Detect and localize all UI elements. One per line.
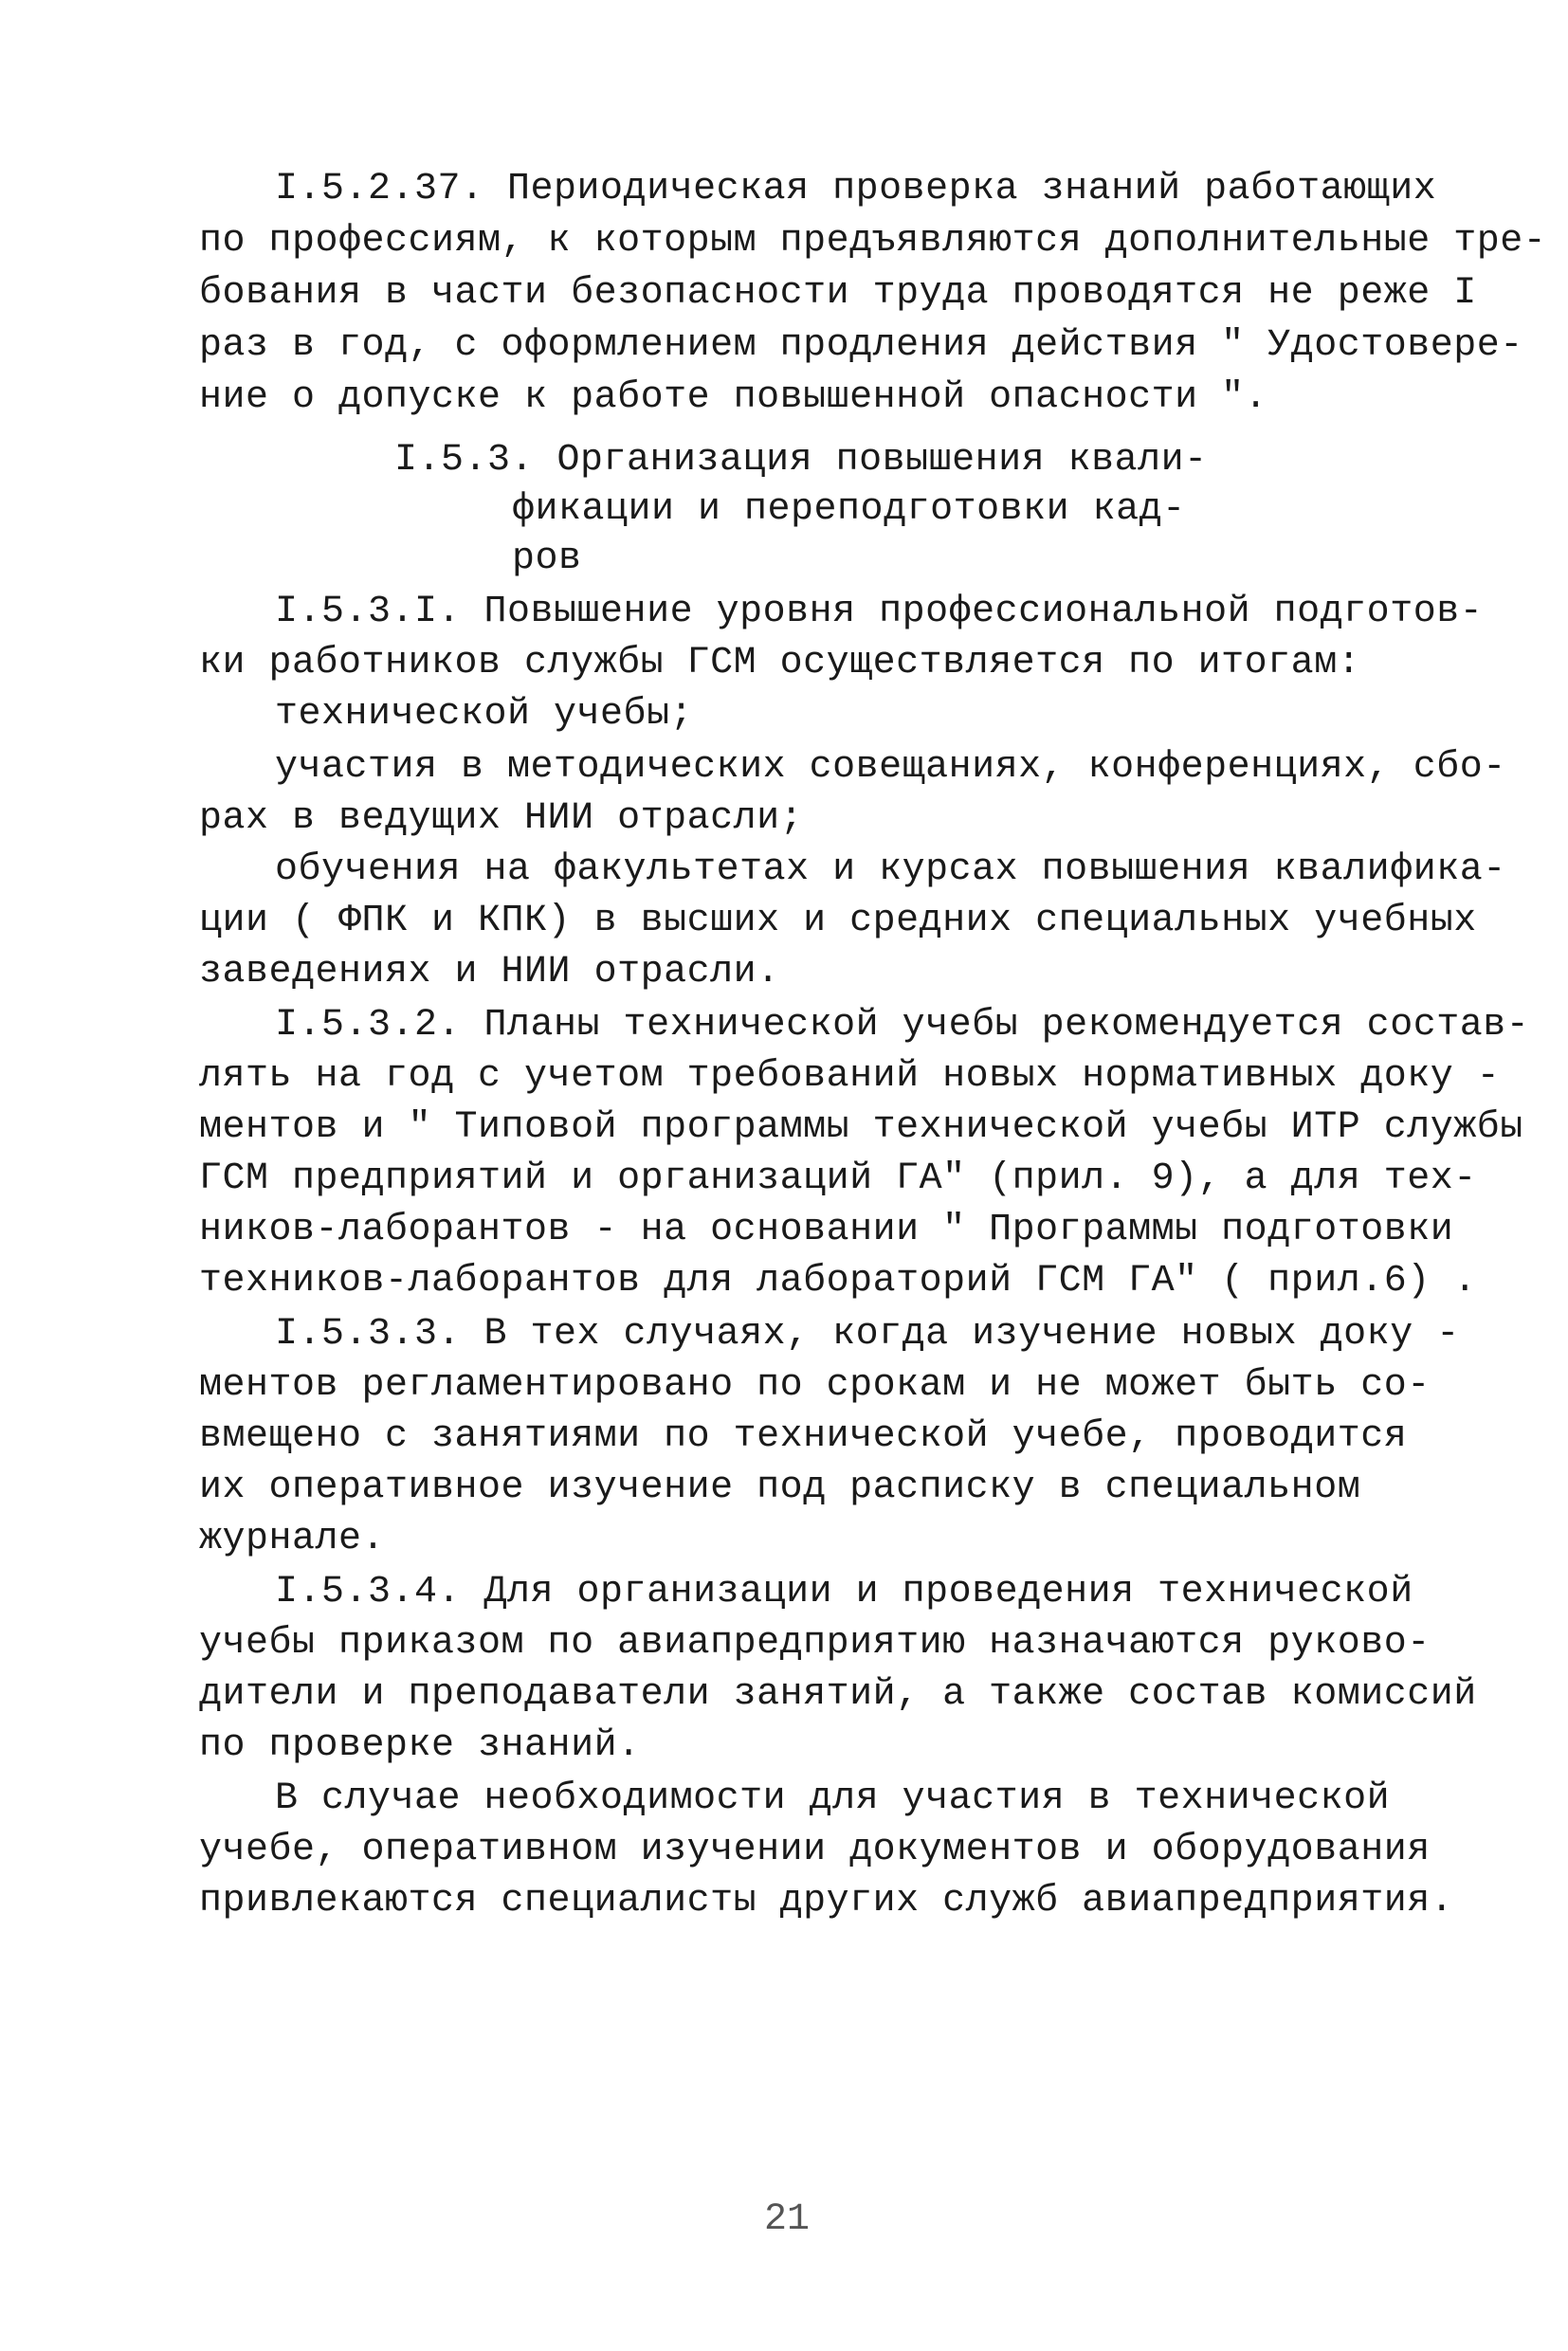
page-number: 21	[763, 2198, 810, 2241]
text-line: по проверке знаний.	[199, 1724, 641, 1767]
text-line: ние о допуске к работе повышенной опасности ".	[199, 376, 1268, 419]
text-line: бования в части безопасности труда проводятся не реже I	[199, 272, 1477, 315]
text-line: I.5.3.I. Повышение уровня профессиональной подготов-	[275, 591, 1484, 633]
text-line: ГСМ предприятий и организаций ГА" (прил. 9), а для тех-	[199, 1157, 1477, 1200]
text-line: заведениях и НИИ отрасли.	[199, 951, 780, 993]
text-line: I.5.2.37. Периодическая проверка знаний работающих	[275, 168, 1437, 210]
text-line: I.5.3.4. Для организации и проведения технической	[275, 1571, 1413, 1613]
text-line: учебы приказом по авиапредприятию назначаются руково-	[199, 1622, 1431, 1665]
text-line: их оперативное изучение под расписку в специальном	[199, 1467, 1361, 1509]
text-line: обучения на факультетах и курсах повышения квалифика-	[275, 848, 1506, 891]
text-line: привлекаются специалисты других служб авиапредприятия.	[199, 1880, 1454, 1923]
text-line: ции ( ФПК и КПК) в высших и средних специальных учебных	[199, 900, 1477, 942]
text-line: участия в методических совещаниях, конференциях, сбо-	[275, 746, 1506, 789]
text-line: дители и преподаватели занятий, а также состав комиссий	[199, 1673, 1477, 1716]
text-line: ников-лаборантов - на основании " Программы подготовки	[199, 1209, 1454, 1251]
text-line: I.5.3.2. Планы технической учебы рекомендуется состав-	[275, 1004, 1530, 1047]
text-line: раз в год, с оформлением продления действия " Удостовере-	[199, 324, 1523, 367]
text-line: I.5.3.3. В тех случаях, когда изучение новых доку -	[275, 1313, 1460, 1356]
text-line: техников-лаборантов для лабораторий ГСМ ГА" ( прил.6) .	[199, 1260, 1477, 1303]
section-heading: I.5.3. Организация повышения квали-	[394, 439, 1208, 482]
text-line: В случае необходимости для участия в технической	[275, 1777, 1391, 1820]
text-line: рах в ведущих НИИ отрасли;	[199, 797, 804, 840]
text-line: вмещено с занятиями по технической учебе, проводится	[199, 1415, 1408, 1458]
section-heading: фикации и переподготовки кад-	[512, 488, 1186, 531]
text-line: журнале.	[199, 1518, 386, 1560]
text-line: ки работников службы ГСМ осуществляется по итогам:	[199, 642, 1361, 684]
text-line: учебе, оперативном изучении документов и оборудования	[199, 1829, 1431, 1871]
text-line: лять на год с учетом требований новых нормативных доку -	[199, 1055, 1501, 1098]
text-line: ментов регламентировано по срокам и не может быть со-	[199, 1364, 1431, 1407]
text-line: ментов и " Типовой программы технической учебы ИТР службы	[199, 1106, 1523, 1149]
text-line: по профессиям, к которым предъявляются дополнительные тре-	[199, 220, 1547, 263]
text-line: технической учебы;	[275, 693, 694, 736]
section-heading: ров	[512, 538, 582, 580]
